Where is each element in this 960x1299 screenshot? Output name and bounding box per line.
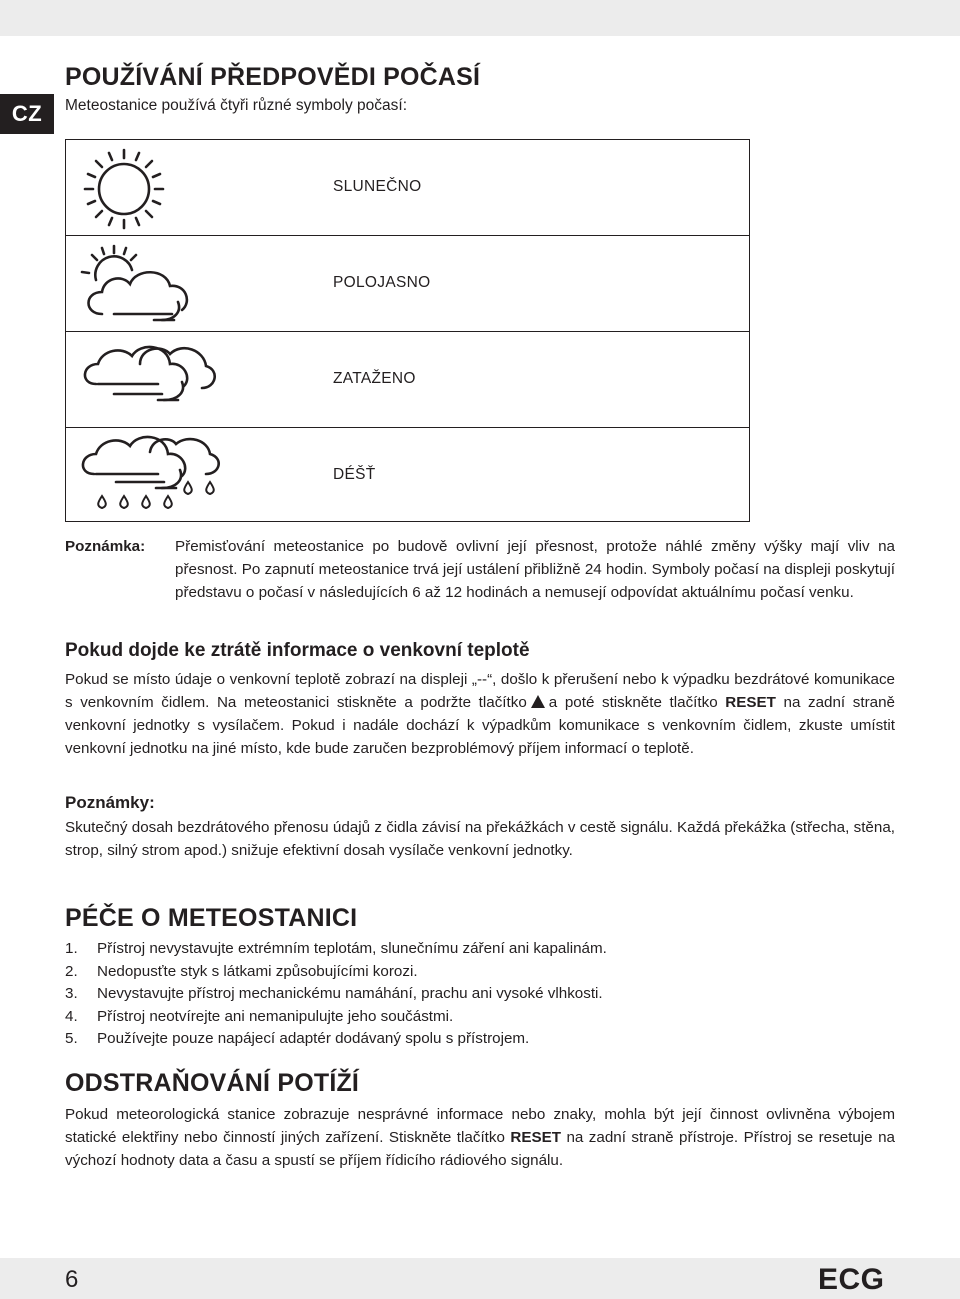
outdoor-text-2: a poté stiskněte tlačítko bbox=[548, 694, 718, 711]
troubleshooting-title: ODSTRAŇOVÁNÍ POTÍŽÍ bbox=[65, 1069, 360, 1097]
care-title: PÉČE O METEOSTANICI bbox=[65, 904, 358, 932]
weather-row-rain bbox=[66, 428, 749, 524]
list-item-text: Nevystavujte přístroj mechanickému namáhání, prachu ani vysoké vlhkosti. bbox=[97, 985, 603, 1002]
brand-logo: ECG bbox=[818, 1263, 885, 1296]
up-arrow-button-icon bbox=[530, 694, 546, 709]
weather-label-rain: DÉŠŤ bbox=[333, 466, 376, 483]
weather-row-cloudy bbox=[66, 332, 749, 428]
cloudy-icon bbox=[74, 336, 254, 424]
language-tab: CZ bbox=[0, 94, 54, 134]
list-item bbox=[65, 961, 607, 984]
outdoor-text-3: na zadní straně venkovní jednotky s vysílačem. Pokud i nadále dochází k výpadkům komunikace s venkovním čidlem, zkuste umístit venkovní jednotku na jiné místo, kde bude zaručen bezproblémový příjem informací o teplotě. bbox=[65, 694, 895, 757]
weather-label-cloudy: ZATAŽENO bbox=[333, 370, 416, 387]
note-text: Přemisťování meteostanice po budově ovlivní její přesnost, protože náhlé změny výšky mají vliv na přesnost. Po zapnutí meteostanice trvá její ustálení přibližně 24 hodin. Symboly počasí na displeji poskytují představu o počasí v následujících 6 až 12 hodinách a nemusejí odpovídat aktuálnímu počasí venku. bbox=[175, 538, 895, 601]
weather-row-sunny bbox=[66, 140, 749, 236]
reset-label-2: RESET bbox=[510, 1129, 562, 1146]
weather-label-partly-cloudy: POLOJASNO bbox=[333, 274, 431, 291]
list-item-number: 2. bbox=[65, 962, 78, 980]
list-item bbox=[65, 938, 607, 961]
weather-intro: Meteostanice používá čtyři různé symboly počasí: bbox=[65, 97, 408, 114]
list-item bbox=[65, 983, 607, 1006]
partly-cloudy-icon bbox=[74, 240, 254, 328]
page-number: 6 bbox=[65, 1266, 79, 1293]
list-item-text: Používejte pouze napájecí adaptér dodávaný spolu s přístrojem. bbox=[97, 1030, 530, 1047]
outdoor-temp-title: Pokud dojde ke ztrátě informace o venkovní teplotě bbox=[65, 640, 530, 661]
list-item-text: Přístroj neotvírejte ani nemanipulujte jeho součástmi. bbox=[97, 1007, 454, 1025]
weather-forecast-title: POUŽÍVÁNÍ PŘEDPOVĚDI POČASÍ bbox=[65, 63, 481, 91]
care-list bbox=[65, 938, 607, 1051]
troubleshooting-paragraph bbox=[65, 1103, 895, 1172]
list-item-text: Nedopusťte styk s látkami způsobujícími korozi. bbox=[97, 962, 418, 980]
list-item-text: Přístroj nevystavujte extrémním teplotám, slunečnímu záření ani kapalinám. bbox=[97, 940, 607, 957]
rain-icon bbox=[74, 432, 254, 520]
list-item-number: 5. bbox=[65, 1030, 78, 1047]
note-label: Poznámka: bbox=[65, 538, 146, 555]
list-item-number: 3. bbox=[65, 985, 78, 1002]
outdoor-temp-paragraph bbox=[65, 668, 895, 760]
weather-row-partly-cloudy bbox=[66, 236, 749, 332]
list-item-number: 4. bbox=[65, 1007, 78, 1025]
notes-paragraph: Skutečný dosah bezdrátového přenosu údajů z čidla závisí na překážkách v cestě signálu. Každá překážka (střecha, stěna, strop, silný strom apod.) snižuje efektivní dosah vysílače venkovní jednotky. bbox=[65, 819, 895, 859]
reset-label-1: RESET bbox=[725, 694, 776, 711]
bottom-bar bbox=[0, 1258, 960, 1299]
top-bar bbox=[0, 0, 960, 36]
sun-icon bbox=[74, 144, 254, 232]
troubleshoot-text-1: Pokud meteorologická stanice zobrazuje nesprávné informace nebo znaky, mohla být její činnost ovlivněna výbojem statické elektřiny nebo činností jiných zařízení. Stiskněte tlačítko bbox=[65, 1106, 895, 1146]
troubleshoot-text-2: na zadní straně přístroje. Přístroj se resetuje na výchozí hodnoty data a času a spustí se příjem řídicího rádiového signálu. bbox=[65, 1129, 895, 1169]
list-item bbox=[65, 1006, 607, 1029]
list-item-number: 1. bbox=[65, 940, 78, 957]
notes-title: Poznámky: bbox=[65, 793, 155, 812]
outdoor-text-1: Pokud se místo údaje o venkovní teplotě zobrazí na displeji „--“, došlo k přerušení nebo k výpadku bezdrátové komunikace s venkovním čidlem. Na meteostanici stiskněte a podržte tlačítko bbox=[65, 671, 895, 711]
list-item bbox=[65, 1028, 607, 1051]
weather-symbols-table bbox=[65, 139, 750, 522]
weather-label-sunny: SLUNEČNO bbox=[333, 178, 422, 195]
